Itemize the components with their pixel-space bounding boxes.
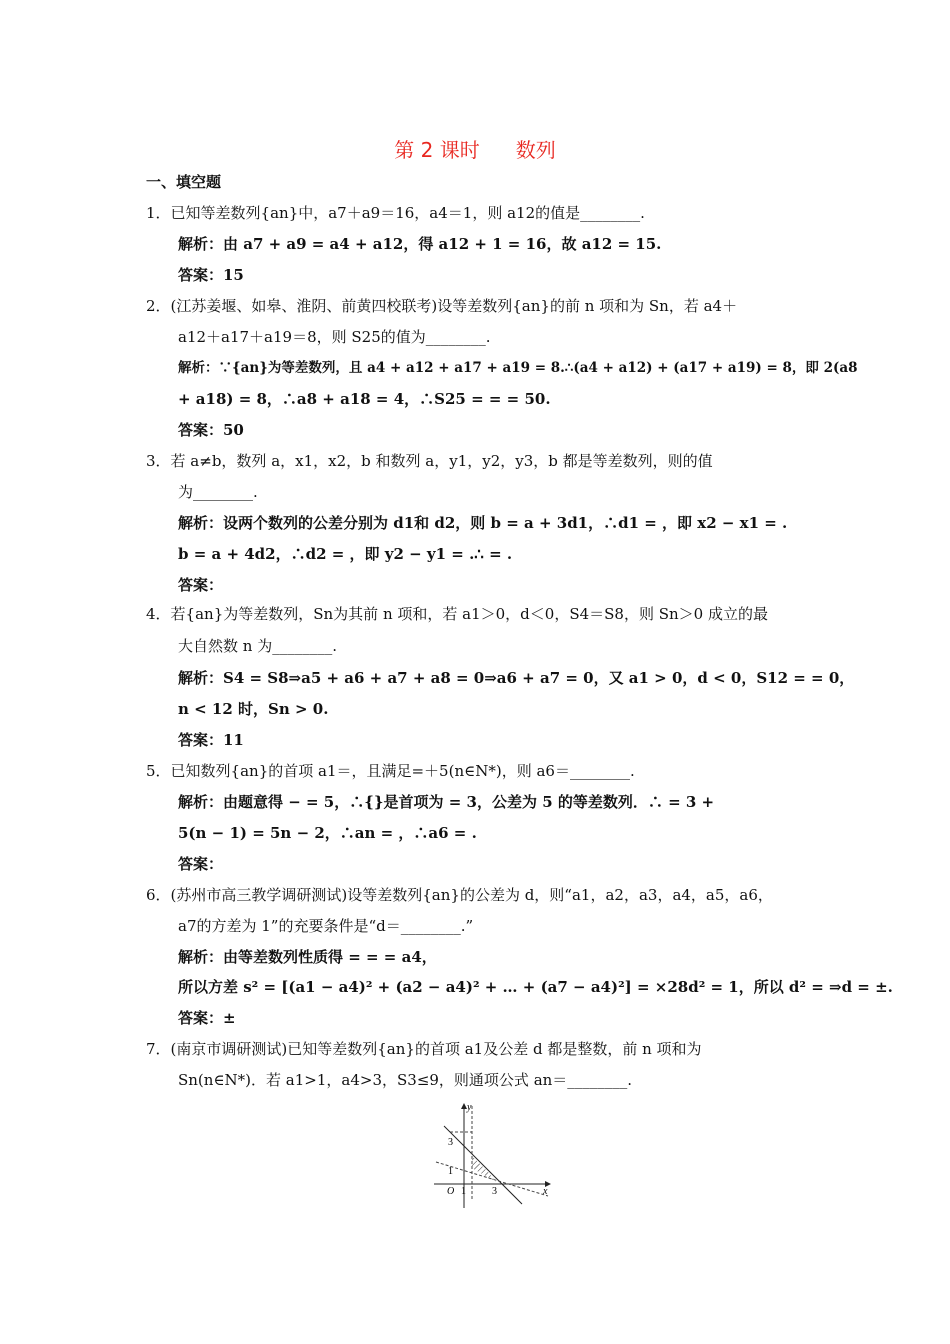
q4-stem: 4．若{an}为等差数列，Sn为其前 n 项和，若 a1＞0，d＜0，S4＝S8，则 Sn＞0 成立的最 [146,605,768,623]
tick-label-y3: 3 [448,1137,453,1148]
q3-stem: 3．若 a≠b，数列 a，x1，x2，b 和数列 a，y1，y2，y3，b 都是等差数列，则的值 [146,452,713,470]
q5-analysis: 解析：由题意得 − = 5，∴{}是首项为 = 3，公差为 5 的等差数列．∴ = 3 + [178,793,715,811]
q4-stem-cont: 大自然数 n 为________. [178,637,337,655]
lesson-title [0,134,950,163]
solid-line [444,1126,522,1204]
q6-stem-cont: a7的方差为 1”的充要条件是“d＝________.” [178,917,474,935]
lesson-number: 第 2 课时 [394,138,480,162]
q2-answer: 答案：50 [178,421,244,439]
axis-label-y: y [467,1102,472,1113]
q5-stem: 5．已知数列{an}的首项 a1＝，且满足=＋5(n∈N*)，则 a6＝________. [146,762,635,780]
lesson-topic: 数列 [515,138,556,162]
q7-stem-cont: Sn(n∈N*)．若 a1>1，a4>3，S3≤9，则通项公式 an＝________. [178,1071,633,1089]
tick-label-x3: 3 [492,1186,497,1197]
tick-label-y1: 1 [448,1166,453,1177]
q6-analysis: 解析：由等差数列性质得 = = = a4， [178,948,437,966]
axis-label-x: x [543,1186,548,1197]
section-heading: 一、填空题 [146,173,222,191]
origin-label: O [447,1186,455,1197]
q6-answer: 答案：± [178,1009,236,1027]
q1-answer: 答案：15 [178,266,244,284]
q5-answer: 答案： [178,855,224,873]
q2-stem: 2．(江苏姜堰、如皋、淮阴、前黄四校联考)设等差数列{an}的前 n 项和为 Sn，若 a4＋ [146,297,738,315]
q6-analysis-cont: 所以方差 s² = [(a1 − a4)² + (a2 − a4)² + … + (a7 − a4)²] = ×28d² = 1，所以 d² = ⇒d = ±. [178,978,893,996]
q1-analysis: 解析：由 a7 + a9 = a4 + a12，得 a12 + 1 = 16，故 a12 = 15. [178,235,662,253]
tick-label-x1: 1 [461,1186,466,1197]
q2-analysis-cont: + a18) = 8，∴a8 + a18 = 4，∴S25 = = = 50. [178,390,551,408]
q4-answer: 答案：11 [178,731,244,749]
q3-answer: 答案： [178,576,224,594]
q2-analysis: 解析：∵{an}为等差数列，且 a4 + a12 + a17 + a19 = 8.∴(a4 + a12) + (a17 + a19) = 8，即 2(a8 [178,360,858,376]
q1-stem: 1．已知等差数列{an}中，a7＋a9＝16，a4＝1，则 a12的值是________. [146,204,645,222]
q5-analysis-cont: 5(n − 1) = 5n − 2，∴an = ，∴a6 = . [178,824,477,842]
q3-analysis: 解析：设两个数列的公差分别为 d1和 d2，则 b = a + 3d1，∴d1 = ，即 x2 − x1 = . [178,514,788,532]
q2-stem-cont: a12＋a17＋a19＝8，则 S25的值为________. [178,328,491,346]
feasible-region-figure [430,1100,560,1210]
shaded-region [472,1156,496,1182]
q4-analysis-cont: n < 12 时，Sn > 0. [178,700,329,718]
q3-analysis-cont: b = a + 4d2，∴d2 = ，即 y2 − y1 = .∴ = . [178,545,513,563]
q7-stem: 7．(南京市调研测试)已知等差数列{an}的首项 a1及公差 d 都是整数，前 n 项和为 [146,1040,702,1058]
q3-stem-cont: 为________. [178,483,258,501]
q6-stem: 6．(苏州市高三教学调研测试)设等差数列{an}的公差为 d，则“a1，a2，a3，a4，a5，a6， [146,886,773,904]
q4-analysis: 解析：S4 = S8⇒a5 + a6 + a7 + a8 = 0⇒a6 + a7 = 0，又 a1 > 0，d < 0，S12 = = 0， [178,669,855,687]
